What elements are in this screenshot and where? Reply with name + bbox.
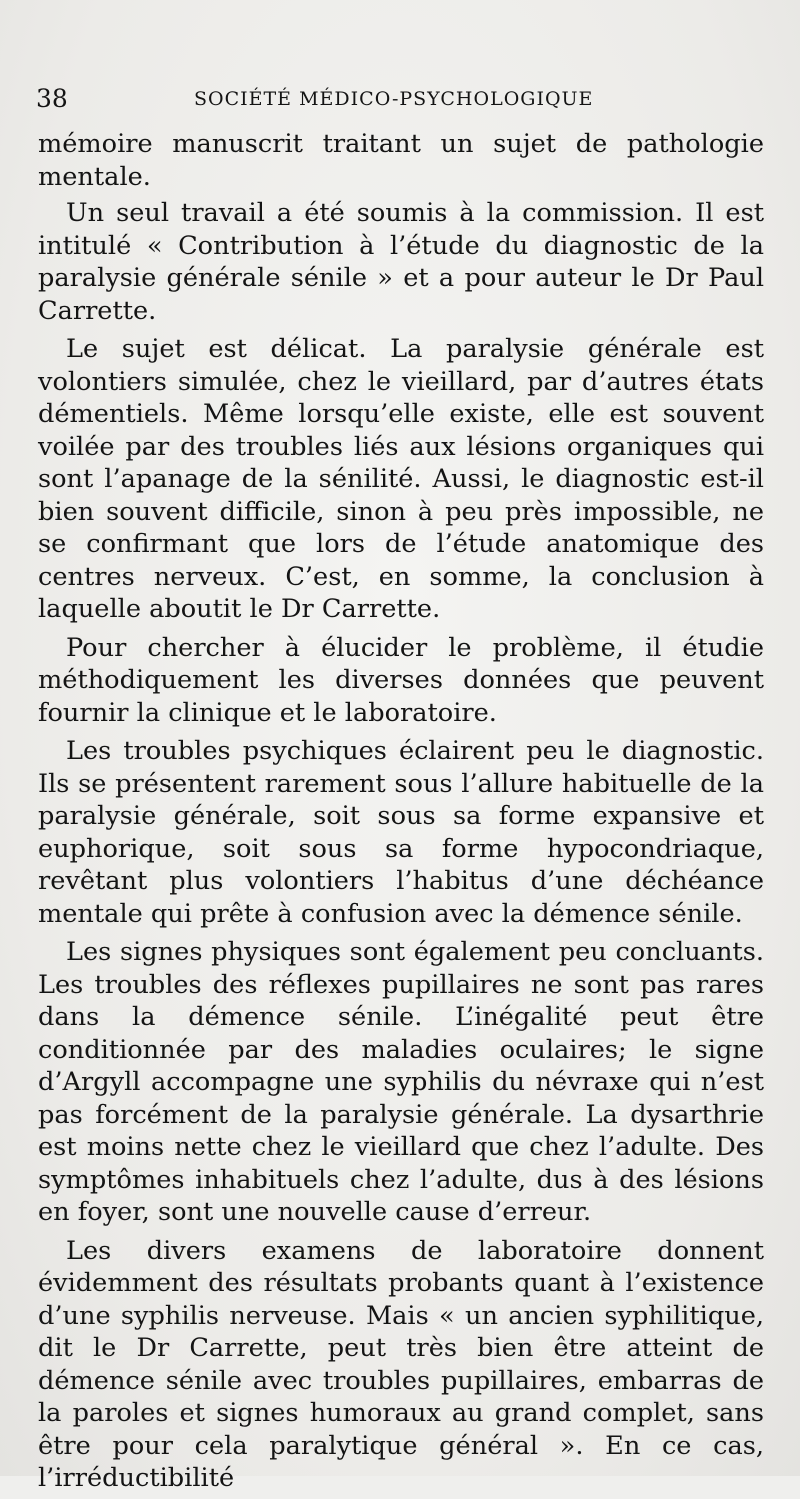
- paragraph-6: Les signes physiques sont également peu concluants. Les troubles des réflexes pupillaires ne sont pas rares dans la démence sénile. L’inégalité peut être conditionnée par des maladies oculaires; le signe d’Argyll accompagne une syphilis du névraxe qui n’est pas forcément de la paralysie générale. La dysarthrie est moins nette chez le vieillard que chez l’adulte. Des symptômes inhabituels chez l’adulte, dus à des lésions en foyer, sont une nouvelle cause d’erreur.: [38, 937, 764, 1227]
- paragraph-1: mémoire manuscrit traitant un sujet de pathologie mentale.: [38, 129, 764, 192]
- page-number: 38: [36, 84, 68, 113]
- body-text: [38, 128, 764, 1499]
- page-header: [36, 84, 760, 118]
- running-head: SOCIÉTÉ MÉDICO-PSYCHOLOGIQUE: [194, 88, 594, 110]
- paragraph-5: Les troubles psychiques éclairent peu le diagnostic. Ils se présentent rarement sous l’allure habituelle de la paralysie générale, soit sous sa forme expansive et euphorique, soit sous sa forme hypocondriaque, revêtant plus volontiers l’habitus d’une déchéance mentale qui prête à confusion avec la démence sénile.: [38, 736, 764, 929]
- paragraph-3: Le sujet est délicat. La paralysie générale est volontiers simulée, chez le vieillard, par d’autres états démentiels. Même lorsqu’elle existe, elle est souvent voilée par des troubles liés aux lésions organiques qui sont l’apanage de la sénilité. Aussi, le diagnostic est-il bien souvent difficile, sinon à peu près impossible, ne se confirmant que lors de l’étude anatomique des centres nerveux. C’est, en somme, la conclusion à laquelle aboutit le Dr Carrette.: [38, 334, 764, 624]
- paragraph-7: Les divers examens de laboratoire donnent évidemment des résultats probants quant à l’existence d’une syphilis nerveuse. Mais « un ancien syphilitique, dit le Dr Carrette, peut très bien être atteint de démence sénile avec troubles pupillaires, embarras de la paroles et signes humoraux au grand complet, sans être pour cela paralytique général ». En ce cas, l’irréductibilité: [38, 1235, 764, 1493]
- paragraph-2: Un seul travail a été soumis à la commission. Il est intitulé « Contribution à l’étude du diagnostic de la paralysie générale sénile » et a pour auteur le Dr Paul Carrette.: [38, 198, 764, 326]
- paragraph-4: Pour chercher à élucider le problème, il étudie méthodiquement les diverses données que peuvent fournir la clinique et le laboratoire.: [38, 632, 764, 728]
